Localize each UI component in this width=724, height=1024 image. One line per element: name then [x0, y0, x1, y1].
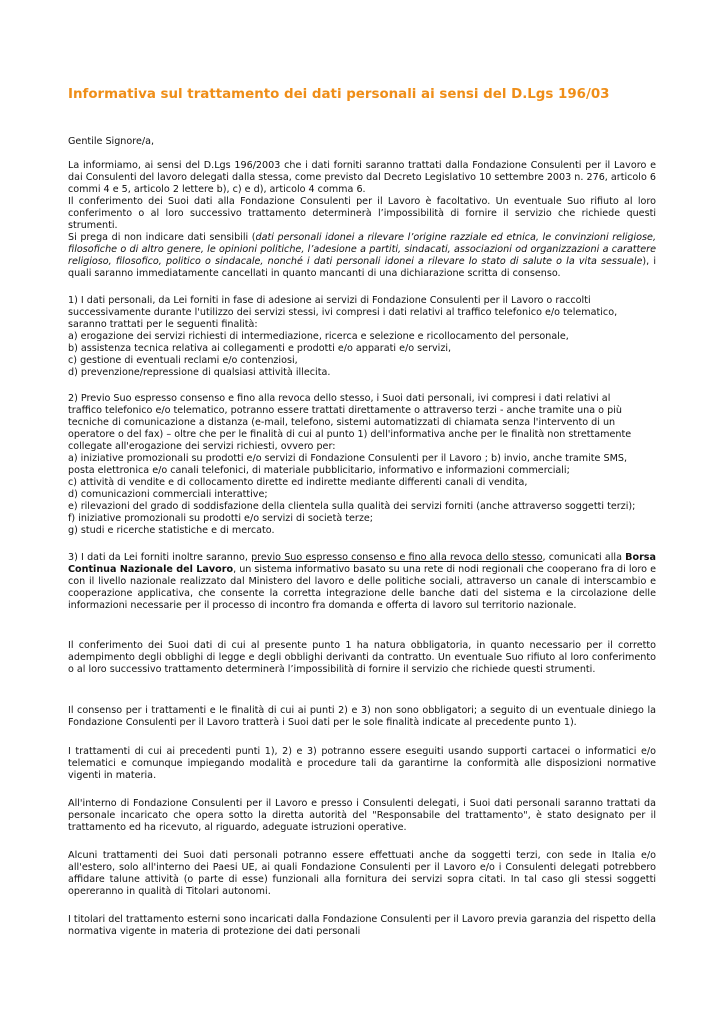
intro-paragraph-2: Il conferimento dei Suoi dati alla Fondazione Consulenti per il Lavoro è facoltativo. Un eventuale Suo rifiuto al loro conferimento o al loro successivo trattamento determinerà l’impossibilità di fornire il servizio che richiede questi strumenti.: [68, 196, 656, 231]
paragraph-mandatory-data: Il conferimento dei Suoi dati di cui al presente punto 1 ha natura obbligatoria, in quanto necessario per il corretto adempimento degli obblighi di legge e degli obblighi derivanti da contratto. Un eventuale Suo rifiuto al loro conferimento o al loro successivo trattamento determinerà l’impossibilità di fornire il servizio che richiede questi strumenti.: [68, 640, 656, 675]
intro-p3-end: ), i quali saranno immediatamente cancellati in quanto mancanti di una dichiarazione scritta di consenso.: [68, 256, 657, 279]
section-3: [68, 552, 656, 612]
section-2-line: 2) Previo Suo espresso consenso e fino alla revoca dello stesso, i Suoi dati personali, ivi compresi i dati relativi al: [68, 393, 611, 404]
section-2-item: g) studi e ricerche statistiche e di mercato.: [68, 525, 275, 536]
section-2-line: operatore o del fax) – oltre che per le finalità di cui al punto 1) dell'informativa anche per le finalità non strettamente: [68, 429, 632, 440]
intro-paragraph-1: La informiamo, ai sensi del D.Lgs 196/2003 che i dati forniti saranno trattati dalla Fondazione Consulenti per il Lavoro e dai Consulenti del lavoro delegati dalla stessa, come previsto dal Decreto Legislativo 10 settembre 2003 n. 276, articolo 6 commi 4 e 5, articolo 2 lettere b), c) e d), articolo 4 comma 6.: [68, 160, 656, 195]
section-2-item: e) rilevazioni del grado di soddisfazione della clientela sulla qualità dei servizi forniti (anche attraverso soggetti terzi);: [68, 501, 636, 512]
section-1-item: c) gestione di eventuali reclami e/o contenziosi,: [68, 355, 298, 366]
section-1-line: saranno trattati per le seguenti finalità:: [68, 319, 258, 330]
section-1-item: b) assistenza tecnica relativa ai collegamenti e prodotti e/o apparati e/o servizi,: [68, 343, 452, 354]
section-2-item: f) iniziative promozionali su prodotti e/o servizi di società terze;: [68, 513, 374, 524]
intro-p3-start: Si prega di non indicare dati sensibili (: [68, 232, 256, 243]
section-1-line: 1) I dati personali, da Lei forniti in fase di adesione ai servizi di Fondazione Consulenti per il Lavoro o raccolti: [68, 295, 591, 306]
section-1-item: d) prevenzione/repressione di qualsiasi attività illecita.: [68, 367, 331, 378]
section-1: [68, 295, 656, 379]
paragraph-external-holders: I titolari del trattamento esterni sono incaricati dalla Fondazione Consulenti per il Lavoro previa garanzia del rispetto della normativa vigente in materia di protezione dei dati personali: [68, 914, 656, 937]
paragraph-consent: Il consenso per i trattamenti e le finalità di cui ai punti 2) e 3) non sono obbligatori; a seguito di un eventuale diniego la Fondazione Consulenti per il Lavoro tratterà i Suoi dati per le sole finalità indicate al precedente punto 1).: [68, 705, 656, 728]
consent-condition: previo Suo espresso consenso e fino alla revoca dello stesso: [251, 552, 543, 563]
section-2: [68, 393, 656, 537]
sensitive-data-definition: dati personali idonei a rilevare l’origine razziale ed etnica, le convinzioni religiose, filosofiche o di altro genere, le opinioni politiche, l’adesione a partiti, sindacati, associazioni od organizzazioni a carattere religioso, filosofico, politico o sindacale, nonché i dati personali idonei a rilevare lo stato di salute o la vita sessuale: [68, 232, 656, 267]
section-2-item: d) comunicazioni commerciali interattive;: [68, 489, 268, 500]
section-2-line: collegate all'erogazione dei servizi richiesti, ovvero per:: [68, 441, 336, 452]
section-3-end: , un sistema informativo basato su una rete di nodi regionali che cooperano fra di loro e con il livello nazionale realizzato dal Ministero del lavoro e delle politiche sociali, attraverso un canale di interscambio e cooperazione applicativa, che consente la corretta integrazione delle banche dati del sistema e la circolazione delle informazioni necessarie per il processo di incontro fra domanda e offerta di lavoro sul territorio nazionale.: [68, 564, 656, 611]
paragraph-third-parties: Alcuni trattamenti dei Suoi dati personali potranno essere effettuati anche da soggetti terzi, con sede in Italia e/o all'estero, solo all'interno dei Paesi UE, ai quali Fondazione Consulenti per il Lavoro e/o i Consulenti delegati potrebbero affidare talune attività (o parte di esse) funzionali alla fornitura dei servizi sopra citati. In tal caso gli stessi soggetti opereranno in qualità di Titolari autonomi.: [68, 850, 656, 897]
document-title: Informativa sul trattamento dei dati personali ai sensi del D.Lgs 196/03: [68, 87, 610, 102]
paragraph-processing-methods: I trattamenti di cui ai precedenti punti 1), 2) e 3) potranno essere eseguiti usando supporti cartacei o informatici e/o telematici e comunque impiegando modalità e procedure tali da garantirne la conformità alle disposizioni normative vigenti in materia.: [68, 746, 656, 781]
greeting: Gentile Signore/a,: [68, 136, 155, 147]
section-3-middle: , comunicati alla: [542, 552, 626, 563]
section-2-line: traffico telefonico e/o telematico, potranno essere trattati direttamente o attraverso terzi - anche tramite una o più: [68, 405, 622, 416]
borsa-lavoro-name: Borsa Continua Nazionale del Lavoro: [68, 552, 656, 575]
section-2-item: a) iniziative promozionali su prodotti e/o servizi di Fondazione Consulenti per il Lavoro ; b) invio, anche tramite SMS,: [68, 453, 627, 464]
intro-paragraph-3: [68, 232, 656, 280]
section-1-item: a) erogazione dei servizi richiesti di intermediazione, ricerca e selezione e ricollocamento del personale,: [68, 331, 569, 342]
section-2-item: posta elettronica e/o canali telefonici, di materiale pubblicitario, informativo e informazioni commerciali;: [68, 465, 570, 476]
section-2-item: c) attività di vendite e di collocamento dirette ed indirette mediante differenti canali di vendita,: [68, 477, 528, 488]
section-1-line: successivamente durante l'utilizzo dei servizi stessi, ivi compresi i dati relativi al traffico telefonico e/o telematico,: [68, 307, 618, 318]
section-3-start: 3) I dati da Lei forniti inoltre saranno,: [68, 552, 252, 563]
paragraph-personnel: All'interno di Fondazione Consulenti per il Lavoro e presso i Consulenti delegati, i Suoi dati personali saranno trattati da personale incaricato che opera sotto la diretta autorità del "Responsabile del trattamento", è stato designato per il trattamento ed ha ricevuto, al riguardo, adeguate istruzioni operative.: [68, 798, 656, 833]
section-2-line: tecniche di comunicazione a distanza (e-mail, telefono, sistemi automatizzati di chiamata senza l'intervento di un: [68, 417, 616, 428]
